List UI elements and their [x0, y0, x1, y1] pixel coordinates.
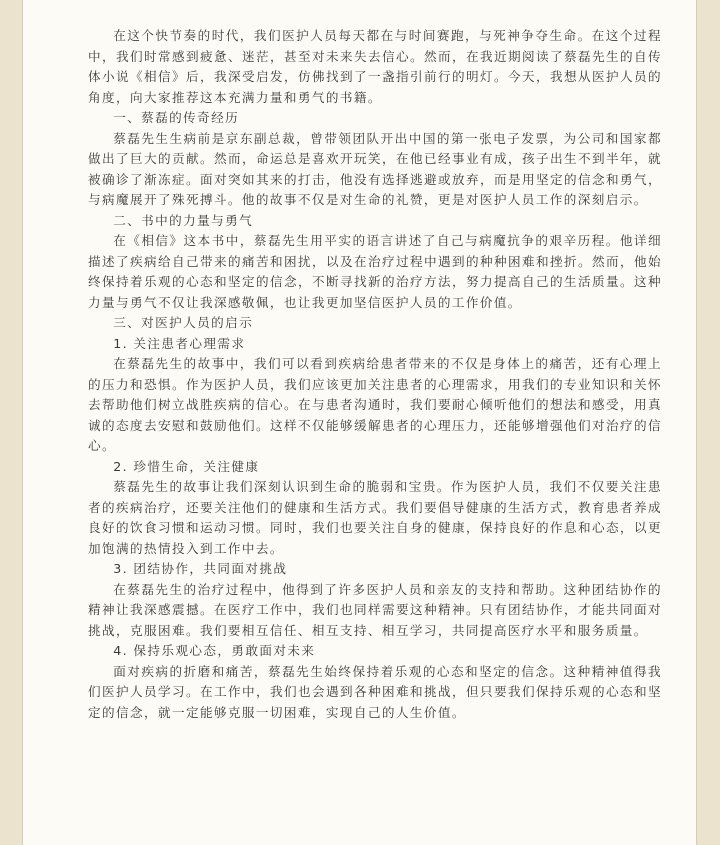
section-heading-1: 一、蔡磊的传奇经历	[113, 110, 240, 125]
subheading-2: 2. 珍惜生命，关注健康	[113, 458, 260, 474]
body-paragraph: 在蔡磊先生的治疗过程中，他得到了许多医护人员和亲友的支持和帮助。这种团结协作的精神让我深感震撼。在医疗工作中，我们也同样需要这种精神。只有团结协作，才能共同面对挑战，克服困难。我们要相互信任、相互支持、相互学习，共同提高医疗水平和服务质量。	[88, 581, 662, 638]
intro-paragraph: 在这个快节奏的时代，我们医护人员每天都在与时间赛跑，与死神争夺生命。在这个过程中，我们时常感到疲惫、迷茫，甚至对未来失去信心。然而，在我近期阅读了蔡磊先生的自传体小说《相信》后，我深受启发，仿佛找到了一盏指引前行的明灯。今天，我想从医护人员的角度，向大家推荐这本充满力量和勇气的书籍。	[88, 28, 662, 105]
section-heading-2: 二、书中的力量与勇气	[113, 212, 254, 228]
body-paragraph: 蔡磊先生的故事让我们深刻认识到生命的脆弱和宝贵。作为医护人员，我们不仅要关注患者的疾病治疗，还要关注他们的健康和生活方式。我们要倡导健康的生活方式，教育患者养成良好的饮食习惯和运动习惯。同时，我们也要关注自身的健康，保持良好的作息和心态，以更加饱满的热情投入到工作中去。	[88, 479, 662, 556]
article-body	[88, 26, 662, 723]
body-paragraph: 面对疾病的折磨和痛苦，蔡磊先生始终保持着乐观的心态和坚定的信念。这种精神值得我们医护人员学习。在工作中，我们也会遇到各种困难和挑战，但只要我们保持乐观的心态和坚定的信念，就一定能够克服一切困难，实现自己的人生价值。	[88, 663, 662, 720]
body-paragraph: 在《相信》这本书中，蔡磊先生用平实的语言讲述了自己与病魔抗争的艰辛历程。他详细描述了疾病给自己带来的痛苦和困扰，以及在治疗过程中遇到的种种困难和挫折。然而，他始终保持着乐观的心态和坚定的信念，不断寻找新的治疗方法，努力提高自己的生活质量。这种力量与勇气不仅让我深感敬佩，也让我更加坚信医护人员的工作价值。	[88, 233, 662, 310]
subheading-4: 4. 保持乐观心态，勇敢面对未来	[113, 643, 316, 658]
body-paragraph: 在蔡磊先生的故事中，我们可以看到疾病给患者带来的不仅是身体上的痛苦，还有心理上的压力和恐惧。作为医护人员，我们应该更加关注患者的心理需求，用我们的专业知识和关怀去帮助他们树立战胜疾病的信心。在与患者沟通时，我们要耐心倾听他们的想法和感受，用真诚的态度去安慰和鼓励他们。这样不仅能够缓解患者的心理压力，还能够增强他们对治疗的信心。	[88, 356, 662, 453]
body-paragraph: 蔡磊先生生病前是京东副总裁，曾带领团队开出中国的第一张电子发票，为公司和国家都做出了巨大的贡献。然而，命运总是喜欢开玩笑，在他已经事业有成，孩子出生不到半年，就被确诊了渐冻症。面对突如其来的打击，他没有选择逃避或放弃，而是用坚定的信念和勇气，与病魔展开了殊死搏斗。他的故事不仅是对生命的礼赞，更是对医护人员工作的深刻启示。	[88, 130, 662, 207]
section-heading-3: 三、对医护人员的启示	[113, 315, 254, 330]
document-page	[22, 0, 697, 845]
subheading-1: 1. 关注患者心理需求	[113, 335, 246, 351]
subheading-3: 3. 团结协作，共同面对挑战	[113, 561, 288, 576]
